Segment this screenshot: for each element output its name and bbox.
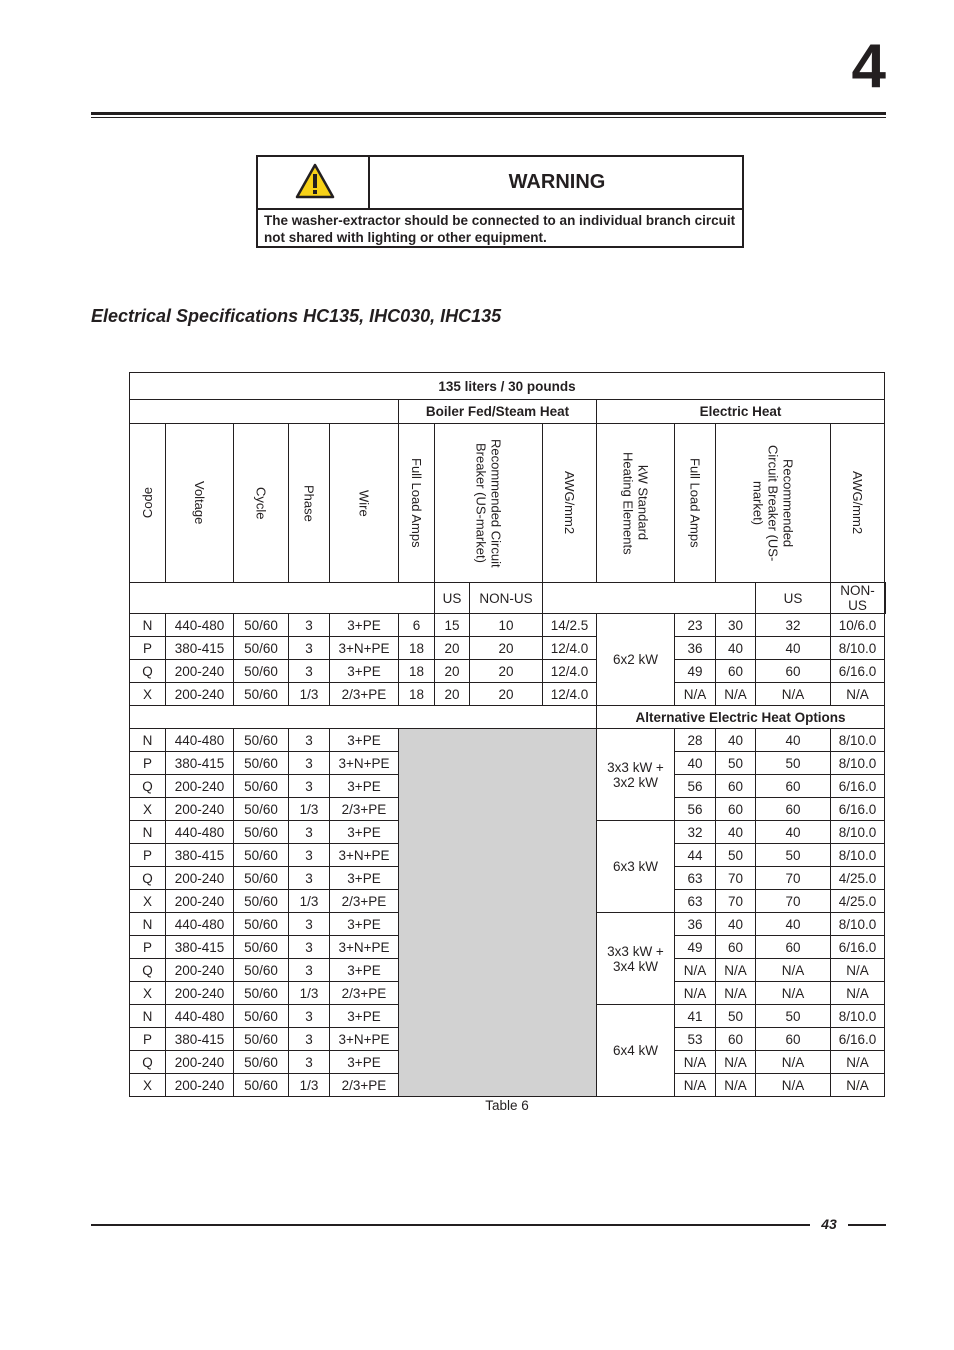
- cell-e-fla: 23: [675, 614, 716, 637]
- cell-wire: 3+PE: [330, 821, 399, 844]
- cell-code: Q: [130, 775, 166, 798]
- cell-wire: 2/3+PE: [330, 1074, 399, 1097]
- cell-cycle: 50/60: [234, 798, 289, 821]
- cell-phase: 3: [289, 1005, 330, 1028]
- cell-phase: 1/3: [289, 798, 330, 821]
- cell-phase: 1/3: [289, 982, 330, 1005]
- cell-kw: [597, 913, 675, 1005]
- cell-fla: 6: [399, 614, 435, 637]
- cell-e-us: 70: [716, 890, 756, 913]
- cell-e-awg: 10/6.0: [831, 614, 885, 637]
- cell-us: 20: [435, 660, 470, 683]
- cell-e-fla: N/A: [675, 683, 716, 706]
- cell-wire: 3+PE: [330, 913, 399, 936]
- cell-e-awg: 6/16.0: [831, 1028, 885, 1051]
- cell-e-us: N/A: [716, 959, 756, 982]
- cell-phase: 3: [289, 821, 330, 844]
- kw-line-2: 3x4 kW: [612, 958, 658, 974]
- cell-cycle: 50/60: [234, 959, 289, 982]
- cell-code: N: [130, 1005, 166, 1028]
- kw-line-1: 6x4 kW: [612, 1043, 658, 1058]
- cell-e-awg: 6/16.0: [831, 660, 885, 683]
- cell-e-nonus: 70: [756, 867, 831, 890]
- cell-e-fla: N/A: [675, 1074, 716, 1097]
- cell-e-nonus: 50: [756, 1005, 831, 1028]
- cell-code: P: [130, 936, 166, 959]
- cell-wire: 3+PE: [330, 614, 399, 637]
- cell-awg: 12/4.0: [543, 660, 597, 683]
- cell-wire: 3+N+PE: [330, 637, 399, 660]
- cell-cycle: 50/60: [234, 1028, 289, 1051]
- cell-phase: 1/3: [289, 890, 330, 913]
- cell-e-us: 40: [716, 729, 756, 752]
- cell-code: X: [130, 798, 166, 821]
- cell-code: X: [130, 1074, 166, 1097]
- sub-nonus: NON-US: [470, 583, 543, 614]
- cell-cycle: 50/60: [234, 821, 289, 844]
- cell-e-fla: 44: [675, 844, 716, 867]
- cell-voltage: 200-240: [166, 867, 234, 890]
- cell-e-nonus: N/A: [756, 959, 831, 982]
- cell-voltage: 200-240: [166, 798, 234, 821]
- cell-phase: 3: [289, 614, 330, 637]
- cell-code: P: [130, 844, 166, 867]
- footer-rule: [91, 1224, 810, 1226]
- kw-line-1: 3x3 kW +: [607, 943, 664, 959]
- cell-voltage: 440-480: [166, 614, 234, 637]
- alt-title-blank: [130, 706, 597, 729]
- cell-voltage: 440-480: [166, 729, 234, 752]
- header-full-load-amps-electric: Full Load Amps: [675, 424, 716, 583]
- cell-e-fla: 63: [675, 890, 716, 913]
- cell-cycle: 50/60: [234, 683, 289, 706]
- cell-e-nonus: N/A: [756, 1051, 831, 1074]
- cell-voltage: 380-415: [166, 1028, 234, 1051]
- cell-voltage: 200-240: [166, 660, 234, 683]
- cell-phase: 3: [289, 660, 330, 683]
- cell-e-awg: N/A: [831, 982, 885, 1005]
- group-head-blank: [130, 400, 399, 424]
- sub-blank-electric: [543, 583, 756, 614]
- electrical-spec-table: [129, 372, 886, 1097]
- cell-e-us: 60: [716, 936, 756, 959]
- cell-wire: 3+PE: [330, 1051, 399, 1074]
- cell-e-us: 60: [716, 775, 756, 798]
- cell-e-awg: 8/10.0: [831, 1005, 885, 1028]
- cell-wire: 3+PE: [330, 729, 399, 752]
- kw-line-1: 6x3 kW: [612, 859, 658, 874]
- cell-wire: 3+N+PE: [330, 936, 399, 959]
- kw-line-1: 3x3 kW +: [607, 759, 664, 775]
- cell-e-us: 30: [716, 614, 756, 637]
- cell-e-fla: 63: [675, 867, 716, 890]
- sub-us: US: [435, 583, 470, 614]
- cell-e-fla: 36: [675, 913, 716, 936]
- header-full-load-amps: Full Load Amps: [399, 424, 435, 583]
- group-head-electric: Electric Heat: [597, 400, 885, 424]
- cell-e-nonus: 60: [756, 936, 831, 959]
- cell-code: Q: [130, 867, 166, 890]
- cell-us: 15: [435, 614, 470, 637]
- cell-e-awg: 6/16.0: [831, 775, 885, 798]
- cell-e-fla: 56: [675, 798, 716, 821]
- cell-e-nonus: 50: [756, 844, 831, 867]
- cell-wire: 3+PE: [330, 1005, 399, 1028]
- cell-e-nonus: 40: [756, 821, 831, 844]
- cell-cycle: 50/60: [234, 1005, 289, 1028]
- cell-code: N: [130, 614, 166, 637]
- cell-us: 20: [435, 683, 470, 706]
- cell-e-fla: 28: [675, 729, 716, 752]
- cell-kw: [597, 1005, 675, 1097]
- cell-cycle: 50/60: [234, 775, 289, 798]
- cell-cycle: 50/60: [234, 752, 289, 775]
- cell-awg: 12/4.0: [543, 637, 597, 660]
- cell-e-us: N/A: [716, 1074, 756, 1097]
- cell-e-nonus: 60: [756, 660, 831, 683]
- cell-e-awg: N/A: [831, 1074, 885, 1097]
- header-breaker: Recommended Circuit Breaker (US-market): [435, 424, 543, 583]
- warning-title: WARNING: [508, 171, 606, 193]
- cell-e-nonus: 50: [756, 752, 831, 775]
- cell-kw: [597, 821, 675, 913]
- cell-phase: 3: [289, 1028, 330, 1051]
- cell-phase: 1/3: [289, 683, 330, 706]
- cell-kw: [597, 614, 675, 706]
- cell-voltage: 200-240: [166, 775, 234, 798]
- cell-cycle: 50/60: [234, 913, 289, 936]
- sub-nonus-electric: NON-US: [831, 583, 885, 614]
- cell-e-us: 70: [716, 867, 756, 890]
- header-rule-thin: [91, 117, 886, 118]
- cell-voltage: 440-480: [166, 913, 234, 936]
- cell-e-awg: 8/10.0: [831, 913, 885, 936]
- cell-cycle: 50/60: [234, 844, 289, 867]
- cell-e-fla: 49: [675, 936, 716, 959]
- cell-wire: 2/3+PE: [330, 798, 399, 821]
- cell-e-nonus: 60: [756, 1028, 831, 1051]
- warning-triangle-icon: [295, 163, 335, 199]
- kw-line-2: 3x2 kW: [612, 774, 658, 790]
- cell-awg: 14/2.5: [543, 614, 597, 637]
- cell-cycle: 50/60: [234, 729, 289, 752]
- cell-wire: 3+PE: [330, 660, 399, 683]
- cell-cycle: 50/60: [234, 614, 289, 637]
- cell-e-awg: 8/10.0: [831, 821, 885, 844]
- table-row: [130, 614, 886, 637]
- footer-rule-right: [848, 1224, 886, 1226]
- table-row: [130, 637, 886, 660]
- table-caption: Table 6: [485, 1098, 529, 1113]
- cell-e-awg: 8/10.0: [831, 844, 885, 867]
- page-number: 43: [821, 1216, 837, 1232]
- sub-blank: [130, 583, 435, 614]
- cell-e-nonus: 60: [756, 798, 831, 821]
- sub-us-electric: US: [756, 583, 831, 614]
- header-cycle: Cycle: [234, 424, 289, 583]
- warning-divider: [258, 208, 742, 210]
- cell-wire: 3+PE: [330, 867, 399, 890]
- table-row: [130, 683, 886, 706]
- cell-cycle: 50/60: [234, 637, 289, 660]
- cell-code: N: [130, 821, 166, 844]
- cell-e-us: 40: [716, 821, 756, 844]
- boiler-na-shaded: [399, 729, 597, 1097]
- header-awg-electric: AWG/mm2: [831, 424, 885, 583]
- cell-e-fla: N/A: [675, 959, 716, 982]
- cell-e-awg: N/A: [831, 959, 885, 982]
- cell-e-us: 40: [716, 637, 756, 660]
- cell-e-awg: 8/10.0: [831, 752, 885, 775]
- cell-phase: 3: [289, 775, 330, 798]
- cell-wire: 2/3+PE: [330, 683, 399, 706]
- cell-e-us: N/A: [716, 982, 756, 1005]
- cell-e-nonus: N/A: [756, 1074, 831, 1097]
- cell-nonus: 20: [470, 660, 543, 683]
- cell-phase: 3: [289, 1051, 330, 1074]
- cell-fla: 18: [399, 683, 435, 706]
- cell-e-us: 60: [716, 660, 756, 683]
- cell-kw: [597, 729, 675, 821]
- cell-e-fla: 40: [675, 752, 716, 775]
- sub-blank-awg: [885, 583, 886, 614]
- cell-wire: 3+N+PE: [330, 1028, 399, 1051]
- cell-cycle: 50/60: [234, 867, 289, 890]
- cell-code: X: [130, 683, 166, 706]
- cell-e-fla: N/A: [675, 982, 716, 1005]
- cell-voltage: 200-240: [166, 1051, 234, 1074]
- cell-wire: 3+N+PE: [330, 752, 399, 775]
- cell-code: Q: [130, 959, 166, 982]
- cell-phase: 3: [289, 959, 330, 982]
- cell-code: Q: [130, 660, 166, 683]
- cell-e-fla: 56: [675, 775, 716, 798]
- cell-phase: 3: [289, 936, 330, 959]
- cell-e-fla: 49: [675, 660, 716, 683]
- cell-phase: 3: [289, 844, 330, 867]
- warning-box: [256, 155, 744, 248]
- cell-cycle: 50/60: [234, 660, 289, 683]
- cell-e-awg: 8/10.0: [831, 637, 885, 660]
- kw-line-1: 6x2 kW: [612, 652, 658, 667]
- header-voltage: Voltage: [166, 424, 234, 583]
- cell-nonus: 20: [470, 683, 543, 706]
- cell-e-awg: 6/16.0: [831, 798, 885, 821]
- cell-wire: 3+PE: [330, 959, 399, 982]
- cell-wire: 3+PE: [330, 775, 399, 798]
- cell-cycle: 50/60: [234, 1074, 289, 1097]
- cell-code: P: [130, 752, 166, 775]
- cell-phase: 1/3: [289, 1074, 330, 1097]
- header-kw: kW Standard Heating Elements: [597, 424, 675, 583]
- cell-voltage: 380-415: [166, 752, 234, 775]
- cell-phase: 3: [289, 752, 330, 775]
- cell-nonus: 20: [470, 637, 543, 660]
- chapter-number: 4: [851, 32, 886, 101]
- cell-e-fla: 32: [675, 821, 716, 844]
- cell-voltage: 380-415: [166, 936, 234, 959]
- cell-cycle: 50/60: [234, 1051, 289, 1074]
- cell-e-fla: 41: [675, 1005, 716, 1028]
- cell-e-fla: 36: [675, 637, 716, 660]
- cell-phase: 3: [289, 729, 330, 752]
- cell-cycle: 50/60: [234, 982, 289, 1005]
- cell-voltage: 200-240: [166, 890, 234, 913]
- cell-e-awg: N/A: [831, 1051, 885, 1074]
- cell-e-us: 60: [716, 1028, 756, 1051]
- table-row: [130, 660, 886, 683]
- cell-voltage: 200-240: [166, 982, 234, 1005]
- group-head-boiler: Boiler Fed/Steam Heat: [399, 400, 597, 424]
- cell-phase: 3: [289, 637, 330, 660]
- cell-voltage: 200-240: [166, 1074, 234, 1097]
- cell-fla: 18: [399, 637, 435, 660]
- warning-icon-cell: [258, 157, 370, 208]
- cell-e-fla: N/A: [675, 1051, 716, 1074]
- table-row: [130, 729, 886, 752]
- cell-e-nonus: 40: [756, 729, 831, 752]
- cell-wire: 2/3+PE: [330, 890, 399, 913]
- cell-e-awg: 4/25.0: [831, 867, 885, 890]
- cell-us: 20: [435, 637, 470, 660]
- section-title: Electrical Specifications HC135, IHC030, IHC135: [91, 306, 502, 326]
- cell-e-awg: N/A: [831, 683, 885, 706]
- cell-e-us: 50: [716, 1005, 756, 1028]
- cell-code: N: [130, 729, 166, 752]
- cell-voltage: 380-415: [166, 844, 234, 867]
- cell-e-fla: 53: [675, 1028, 716, 1051]
- cell-phase: 3: [289, 867, 330, 890]
- cell-e-awg: 4/25.0: [831, 890, 885, 913]
- header-code: Code: [130, 424, 166, 583]
- cell-cycle: 50/60: [234, 936, 289, 959]
- cell-code: N: [130, 913, 166, 936]
- cell-fla: 18: [399, 660, 435, 683]
- cell-voltage: 380-415: [166, 637, 234, 660]
- cell-awg: 12/4.0: [543, 683, 597, 706]
- table-title: 135 liters / 30 pounds: [130, 373, 885, 400]
- cell-nonus: 10: [470, 614, 543, 637]
- cell-e-nonus: N/A: [756, 982, 831, 1005]
- cell-code: Q: [130, 1051, 166, 1074]
- cell-cycle: 50/60: [234, 890, 289, 913]
- cell-voltage: 440-480: [166, 821, 234, 844]
- cell-e-awg: 8/10.0: [831, 729, 885, 752]
- cell-e-nonus: 32: [756, 614, 831, 637]
- cell-e-us: 50: [716, 752, 756, 775]
- cell-e-nonus: N/A: [756, 683, 831, 706]
- cell-e-nonus: 40: [756, 913, 831, 936]
- cell-e-us: N/A: [716, 683, 756, 706]
- cell-e-us: 40: [716, 913, 756, 936]
- cell-e-awg: 6/16.0: [831, 936, 885, 959]
- header-wire: Wire: [330, 424, 399, 583]
- alt-title-row: [130, 706, 886, 729]
- cell-e-nonus: 60: [756, 775, 831, 798]
- cell-voltage: 200-240: [166, 959, 234, 982]
- cell-e-nonus: 40: [756, 637, 831, 660]
- cell-e-us: 50: [716, 844, 756, 867]
- cell-code: P: [130, 1028, 166, 1051]
- warning-text: The washer-extractor should be connected to an individual branch circuit not shared with lighting or other equipment.: [264, 213, 736, 245]
- cell-e-us: 60: [716, 798, 756, 821]
- cell-wire: 2/3+PE: [330, 982, 399, 1005]
- header-phase: Phase: [289, 424, 330, 583]
- header-rule: [91, 112, 886, 115]
- cell-phase: 3: [289, 913, 330, 936]
- cell-code: P: [130, 637, 166, 660]
- cell-wire: 3+N+PE: [330, 844, 399, 867]
- alt-title: Alternative Electric Heat Options: [597, 706, 885, 729]
- cell-voltage: 200-240: [166, 683, 234, 706]
- header-breaker-electric: Recommended Circuit Breaker (US- market): [716, 424, 831, 583]
- cell-code: X: [130, 890, 166, 913]
- cell-e-nonus: 70: [756, 890, 831, 913]
- cell-code: X: [130, 982, 166, 1005]
- cell-e-us: N/A: [716, 1051, 756, 1074]
- cell-voltage: 440-480: [166, 1005, 234, 1028]
- header-awg: AWG/mm2: [543, 424, 597, 583]
